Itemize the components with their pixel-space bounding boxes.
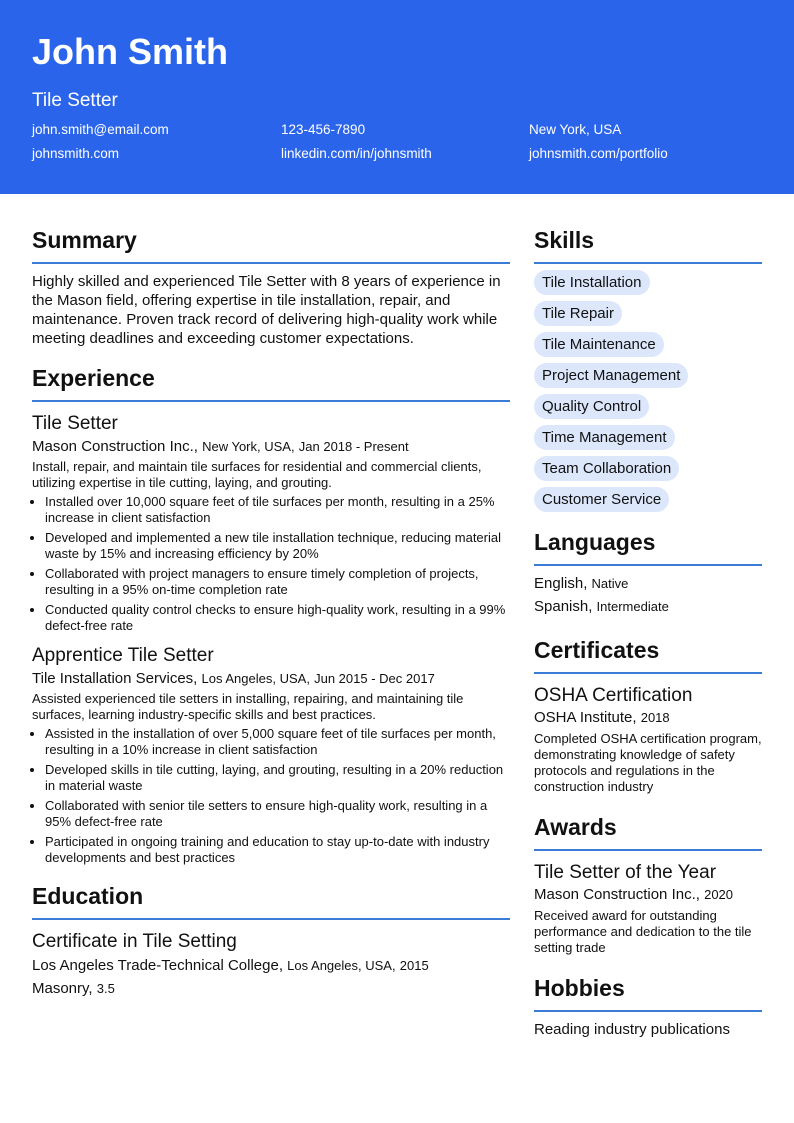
email-link[interactable]: john.smith@email.com — [32, 122, 169, 137]
job-dates: Jun 2015 - Dec 2017 — [314, 671, 435, 686]
certificates-heading: Certificates — [534, 634, 762, 674]
award-year: 2020 — [704, 887, 734, 902]
languages-list — [534, 572, 762, 618]
job-location: New York, USA, — [202, 439, 295, 454]
location: New York, USA — [529, 122, 622, 137]
list-item: • Conducted quality control checks to ensure high-quality work, resulting in a 99% defect-free rate — [45, 602, 510, 634]
right-column — [534, 224, 762, 1040]
list-item: • Collaborated with project managers to ensure timely completion of projects, resulting in a 95% on-time completion rate — [45, 566, 510, 598]
field-of-study: Masonry, — [32, 980, 93, 997]
linkedin-link[interactable]: linkedin.com/in/johnsmith — [281, 146, 432, 161]
achievement-list — [32, 726, 510, 866]
certificate-year: 2018 — [640, 710, 670, 725]
job-description: Assisted experienced tile setters in installing, repairing, and maintaining tile surfaces, learning industry-specific skills and best practices. — [32, 691, 464, 722]
certificate-title: OSHA Certification — [534, 685, 693, 706]
language-item — [534, 572, 762, 595]
list-item: • Collaborated with senior tile setters to ensure high-quality work, resulting in a 95% defect-free rate — [45, 798, 510, 830]
language-item — [534, 595, 762, 618]
job-location: Los Angeles, USA, — [201, 671, 310, 686]
summary-heading: Summary — [32, 224, 510, 264]
skill-tag: Tile Repair — [534, 301, 622, 326]
hobby-item: Reading industry publications — [534, 1021, 730, 1038]
award-issuer: Mason Construction Inc., — [534, 886, 700, 903]
education-heading: Education — [32, 880, 510, 920]
graduation-year: 2015 — [399, 958, 429, 973]
website-link[interactable]: johnsmith.com — [32, 146, 120, 161]
job-meta — [32, 437, 510, 457]
education-field-line — [32, 977, 510, 1000]
skill-tag: Quality Control — [534, 394, 649, 419]
school-location: Los Angeles, USA, — [287, 958, 396, 973]
job-company: Tile Installation Services, — [32, 670, 198, 687]
award-description: Received award for outstanding performance and dedication to the tile setting trade — [534, 908, 752, 955]
education-school-line — [32, 954, 510, 977]
achievement-list — [32, 494, 510, 634]
school-name: Los Angeles Trade-Technical College, — [32, 957, 283, 974]
list-item: • Installed over 10,000 square feet of tile surfaces per month, resulting in a 25% increase in client satisfaction — [45, 494, 510, 526]
degree-title: Certificate in Tile Setting — [32, 931, 237, 952]
list-item: • Developed and implemented a new tile installation technique, reducing material waste by 15% and increasing efficiency by 20% — [45, 530, 510, 562]
language-level: Native — [591, 576, 629, 591]
job-entry — [32, 644, 510, 866]
skill-tag: Customer Service — [534, 487, 669, 512]
job-entry — [32, 412, 510, 634]
left-column — [32, 224, 510, 1000]
list-item: • Assisted in the installation of over 5,000 square feet of tile surfaces per month, resulting in a 10% increase in client satisfaction — [45, 726, 510, 758]
job-company: Mason Construction Inc., — [32, 438, 198, 455]
skills-heading: Skills — [534, 224, 762, 264]
language-name: Spanish, — [534, 598, 593, 615]
experience-heading: Experience — [32, 362, 510, 402]
summary-text: Highly skilled and experienced Tile Setter with 8 years of experience in the Mason field, offering expertise in tile installation, repair, and maintenance. Proven track record of delivering high-quality work while meeting deadlines and exceeding customer expectations. — [32, 273, 501, 347]
phone-number: 123-456-7890 — [281, 122, 366, 137]
job-meta — [32, 669, 510, 689]
certificate-description: Completed OSHA certification program, demonstrating knowledge of safety protocols and regulations in the construction industry — [534, 731, 762, 794]
job-position: Apprentice Tile Setter — [32, 645, 214, 666]
language-level: Intermediate — [596, 599, 669, 614]
certificate-issuer: OSHA Institute, — [534, 709, 637, 726]
job-description: Install, repair, and maintain tile surfaces for residential and commercial clients, utilizing expertise in tile cutting, laying, and grouting. — [32, 459, 482, 490]
awards-heading: Awards — [534, 811, 762, 851]
list-item: • Developed skills in tile cutting, laying, and grouting, resulting in a 20% reduction in material waste — [45, 762, 510, 794]
portfolio-link[interactable]: johnsmith.com/portfolio — [529, 146, 668, 161]
skill-tag: Time Management — [534, 425, 675, 450]
language-name: English, — [534, 575, 588, 592]
list-item: • Participated in ongoing training and education to stay up-to-date with industry developments and best practices — [45, 834, 510, 866]
skill-tag: Project Management — [534, 363, 688, 388]
skills-list — [534, 270, 762, 518]
certificate-meta — [534, 708, 762, 728]
job-title: Tile Setter — [32, 90, 118, 111]
skill-tag: Team Collaboration — [534, 456, 679, 481]
languages-heading: Languages — [534, 526, 762, 566]
resume-header — [0, 0, 794, 194]
gpa: 3.5 — [96, 981, 115, 996]
hobbies-heading: Hobbies — [534, 972, 762, 1012]
award-meta — [534, 885, 762, 905]
award-title: Tile Setter of the Year — [534, 862, 717, 883]
skill-tag: Tile Installation — [534, 270, 650, 295]
skill-tag: Tile Maintenance — [534, 332, 664, 357]
person-name: John Smith — [32, 31, 228, 72]
job-position: Tile Setter — [32, 413, 118, 434]
job-dates: Jan 2018 - Present — [298, 439, 409, 454]
